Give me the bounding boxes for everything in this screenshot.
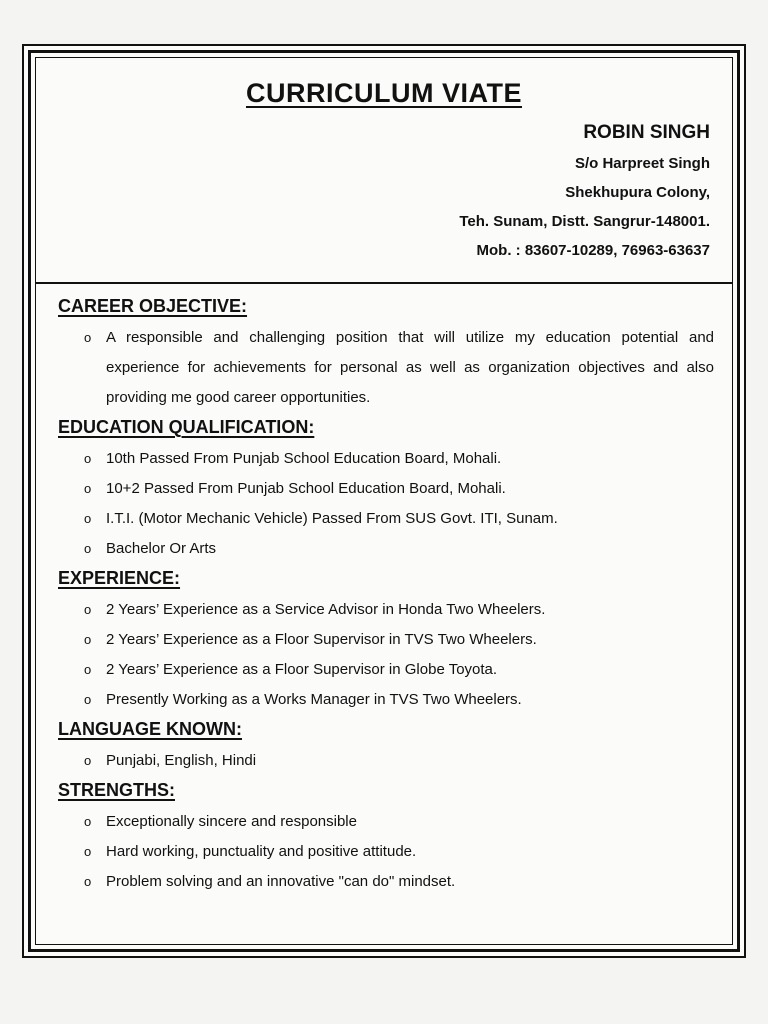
bullet-icon: o [84,632,92,647]
section-education [58,417,714,564]
section-title-text: STRENGTHS: [58,780,175,800]
document-title-text: CURRICULUM VIATE [246,78,522,108]
language-list [58,746,714,776]
list-item [58,474,714,504]
list-item-text: Exceptionally sincere and responsible [106,813,357,830]
list-item [58,685,714,715]
section-title-text: CAREER OBJECTIVE: [58,296,248,316]
section-title [58,417,714,438]
section-language [58,719,714,776]
list-item-text: 10th Passed From Punjab School Education Board, Mohali. [106,450,502,467]
list-item-text: 2 Years’ Experience as a Floor Supervisor in Globe Toyota. [106,661,498,678]
section-title-text: EXPERIENCE: [58,568,181,588]
list-item-text: 10+2 Passed From Punjab School Education Board, Mohali. [106,480,506,497]
list-item-text: 2 Years’ Experience as a Floor Supervisor in TVS Two Wheelers. [106,631,537,648]
list-item [58,837,714,867]
bullet-icon: o [84,451,92,466]
section-title [58,296,714,317]
bullet-icon: o [84,481,92,496]
resume-border-inner [35,57,733,945]
list-item-text: Presently Working as a Works Manager in TVS Two Wheelers. [106,691,522,708]
bullet-icon: o [84,602,92,617]
contact-block [459,122,710,271]
bullet-icon: o [84,662,92,677]
resume-body [58,296,714,901]
list-item-text: 2 Years’ Experience as a Service Advisor in Honda Two Wheelers. [106,601,546,618]
section-title-text: EDUCATION QUALIFICATION: [58,417,315,437]
resume-header [36,58,732,284]
candidate-name: ROBIN SINGH [583,122,710,143]
experience-list [58,595,714,715]
section-title [58,719,714,740]
list-item [58,534,714,564]
bullet-icon: o [84,844,92,859]
section-title-text: LANGUAGE KNOWN: [58,719,242,739]
section-experience [58,568,714,715]
education-list [58,444,714,564]
bullet-icon: o [84,692,92,707]
list-item-text: Bachelor Or Arts [106,540,217,557]
list-item [58,867,714,897]
list-item [58,595,714,625]
list-item [58,746,714,776]
list-item-text: A responsible and challenging position that will utilize my education potential and experience for achievements for personal as well as organization objectives and also providing me good career opportunities. [106,329,714,406]
section-career-objective [58,296,714,413]
address-line-1: Shekhupura Colony, [565,184,710,201]
list-item-text: Problem solving and an innovative "can do" mindset. [106,873,456,890]
list-item [58,504,714,534]
list-item [58,625,714,655]
list-item-text: I.T.I. (Motor Mechanic Vehicle) Passed From SUS Govt. ITI, Sunam. [106,510,558,527]
list-item [58,655,714,685]
list-item [58,807,714,837]
bullet-icon: o [84,874,92,889]
bullet-icon: o [84,330,92,345]
list-item-text: Hard working, punctuality and positive attitude. [106,843,417,860]
section-title [58,780,714,801]
strengths-list [58,807,714,897]
list-item-text: Punjabi, English, Hindi [106,752,257,769]
bullet-icon: o [84,814,92,829]
list-item [58,444,714,474]
document-title [36,78,732,109]
list-item [58,323,714,413]
address-line-2: Teh. Sunam, Distt. Sangrur-148001. [459,213,710,230]
resume-border-middle [28,50,740,952]
resume-page-border [22,44,746,958]
bullet-icon: o [84,541,92,556]
career-list [58,323,714,413]
bullet-icon: o [84,753,92,768]
bullet-icon: o [84,511,92,526]
section-strengths [58,780,714,897]
parent-name: S/o Harpreet Singh [574,155,710,172]
phone-numbers: Mob. : 83607-10289, 76963-63637 [476,242,710,259]
section-title [58,568,714,589]
